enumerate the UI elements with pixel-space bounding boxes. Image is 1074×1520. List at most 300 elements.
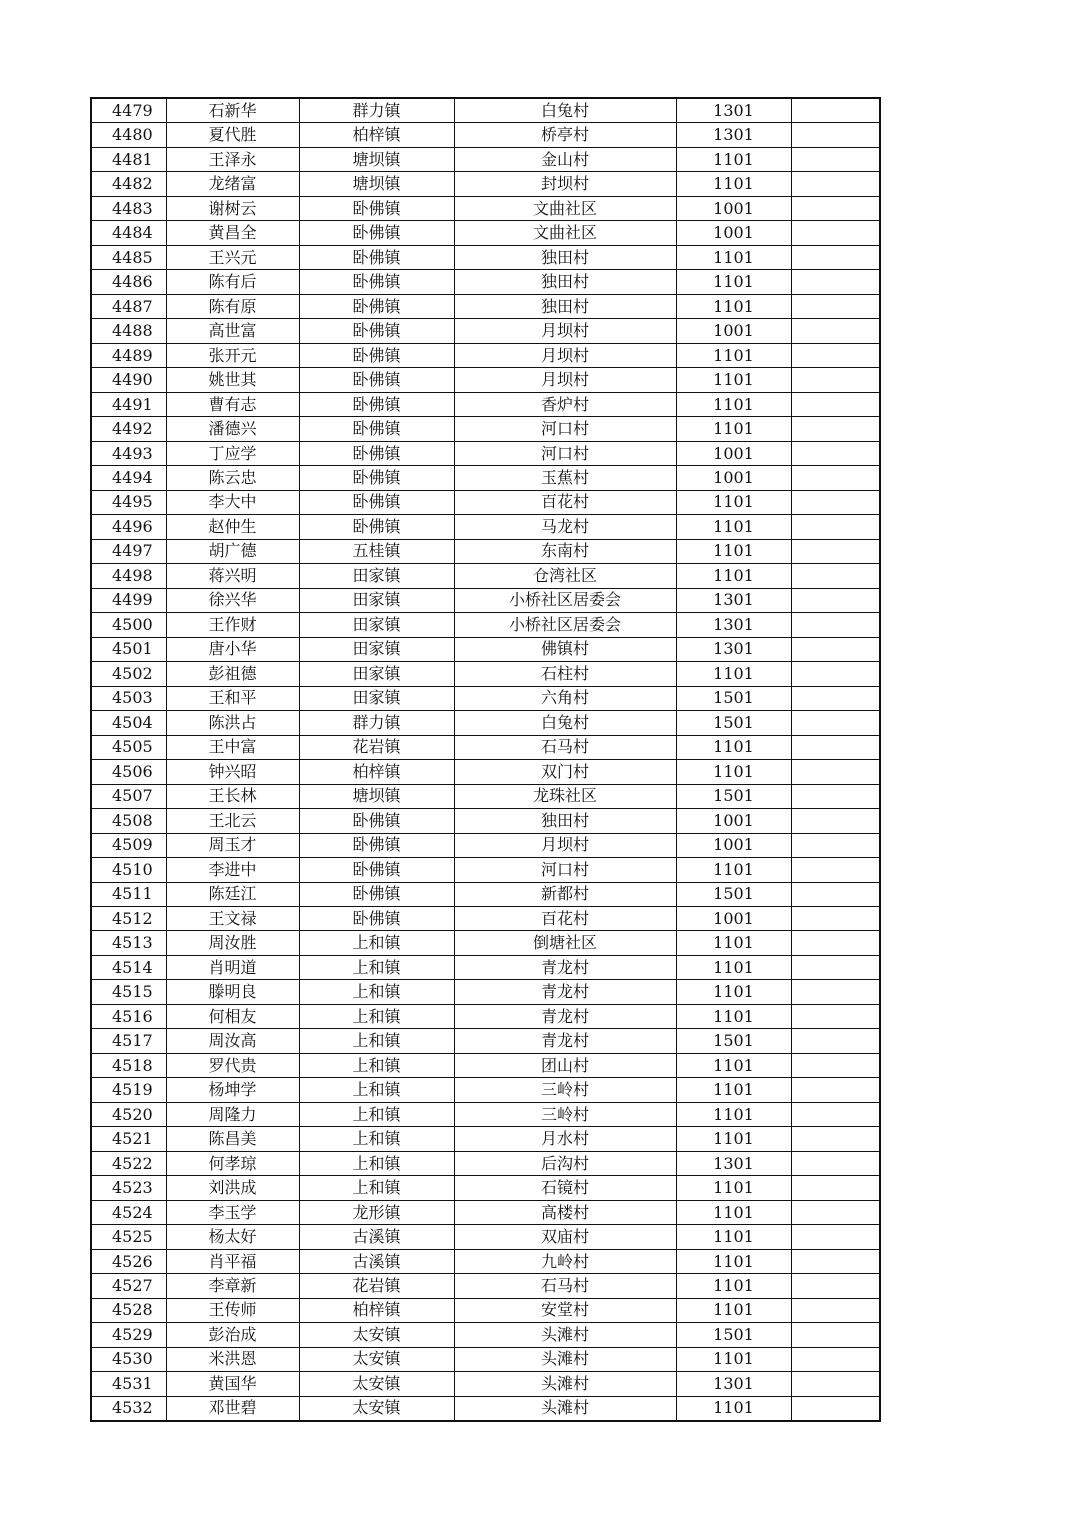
record-number-cell: 4485 (91, 245, 166, 269)
record-number-cell: 4512 (91, 906, 166, 930)
record-number-cell: 4503 (91, 686, 166, 710)
village-cell: 马龙村 (454, 515, 676, 539)
record-number-cell: 4486 (91, 270, 166, 294)
town-cell: 上和镇 (299, 1127, 454, 1151)
code-cell: 1101 (676, 1225, 791, 1249)
code-cell: 1001 (676, 833, 791, 857)
village-cell: 百花村 (454, 490, 676, 514)
record-number-cell: 4514 (91, 955, 166, 979)
remark-cell (791, 294, 880, 318)
code-cell: 1101 (676, 490, 791, 514)
record-number-cell: 4507 (91, 784, 166, 808)
village-cell: 独田村 (454, 245, 676, 269)
village-cell: 月坝村 (454, 319, 676, 343)
record-number-cell: 4527 (91, 1274, 166, 1298)
person-name-cell: 李进中 (166, 858, 299, 882)
remark-cell (791, 392, 880, 416)
record-number-cell: 4499 (91, 588, 166, 612)
code-cell: 1101 (676, 1053, 791, 1077)
record-number-cell: 4524 (91, 1200, 166, 1224)
code-cell: 1101 (676, 245, 791, 269)
town-cell: 太安镇 (299, 1347, 454, 1371)
remark-cell (791, 270, 880, 294)
code-cell: 1001 (676, 466, 791, 490)
town-cell: 上和镇 (299, 955, 454, 979)
remark-cell (791, 686, 880, 710)
remark-cell (791, 368, 880, 392)
person-name-cell: 周汝胜 (166, 931, 299, 955)
record-number-cell: 4497 (91, 539, 166, 563)
town-cell: 上和镇 (299, 1151, 454, 1175)
remark-cell (791, 441, 880, 465)
village-cell: 白兔村 (454, 711, 676, 735)
village-cell: 百花村 (454, 906, 676, 930)
village-cell: 青龙村 (454, 1004, 676, 1028)
roster-rows (91, 98, 880, 1421)
village-cell: 石马村 (454, 735, 676, 759)
table-row (91, 1127, 880, 1151)
record-number-cell: 4493 (91, 441, 166, 465)
table-row (91, 1053, 880, 1077)
table-row (91, 1372, 880, 1396)
town-cell: 上和镇 (299, 1078, 454, 1102)
record-number-cell: 4494 (91, 466, 166, 490)
town-cell: 卧佛镇 (299, 441, 454, 465)
village-cell: 头滩村 (454, 1347, 676, 1371)
person-name-cell: 赵仲生 (166, 515, 299, 539)
village-cell: 金山村 (454, 147, 676, 171)
person-name-cell: 丁应学 (166, 441, 299, 465)
table-row (91, 1323, 880, 1347)
table-row (91, 196, 880, 220)
record-number-cell: 4519 (91, 1078, 166, 1102)
person-name-cell: 潘德兴 (166, 417, 299, 441)
record-number-cell: 4498 (91, 564, 166, 588)
code-cell: 1101 (676, 172, 791, 196)
remark-cell (791, 1347, 880, 1371)
village-cell: 小桥社区居委会 (454, 613, 676, 637)
table-row (91, 980, 880, 1004)
remark-cell (791, 1225, 880, 1249)
village-cell: 青龙村 (454, 955, 676, 979)
record-number-cell: 4488 (91, 319, 166, 343)
code-cell: 1001 (676, 809, 791, 833)
table-row (91, 221, 880, 245)
remark-cell (791, 319, 880, 343)
code-cell: 1101 (676, 392, 791, 416)
person-name-cell: 王泽永 (166, 147, 299, 171)
person-name-cell: 陈云忠 (166, 466, 299, 490)
town-cell: 卧佛镇 (299, 515, 454, 539)
remark-cell (791, 515, 880, 539)
remark-cell (791, 1151, 880, 1175)
table-row (91, 1078, 880, 1102)
person-name-cell: 彭祖德 (166, 662, 299, 686)
record-number-cell: 4492 (91, 417, 166, 441)
code-cell: 1101 (676, 1176, 791, 1200)
village-cell: 白兔村 (454, 98, 676, 123)
village-cell: 双门村 (454, 760, 676, 784)
person-name-cell: 肖平福 (166, 1249, 299, 1273)
person-name-cell: 刘洪成 (166, 1176, 299, 1200)
town-cell: 卧佛镇 (299, 221, 454, 245)
table-row (91, 98, 880, 123)
town-cell: 群力镇 (299, 711, 454, 735)
record-number-cell: 4529 (91, 1323, 166, 1347)
record-number-cell: 4526 (91, 1249, 166, 1273)
remark-cell (791, 1053, 880, 1077)
village-cell: 新都村 (454, 882, 676, 906)
person-name-cell: 周隆力 (166, 1102, 299, 1126)
village-cell: 石镜村 (454, 1176, 676, 1200)
table-row (91, 1249, 880, 1273)
code-cell: 1301 (676, 98, 791, 123)
person-name-cell: 李大中 (166, 490, 299, 514)
record-number-cell: 4516 (91, 1004, 166, 1028)
code-cell: 1101 (676, 955, 791, 979)
code-cell: 1101 (676, 294, 791, 318)
record-number-cell: 4509 (91, 833, 166, 857)
table-row (91, 294, 880, 318)
village-cell: 河口村 (454, 441, 676, 465)
remark-cell (791, 147, 880, 171)
code-cell: 1301 (676, 588, 791, 612)
town-cell: 田家镇 (299, 662, 454, 686)
town-cell: 卧佛镇 (299, 319, 454, 343)
remark-cell (791, 588, 880, 612)
code-cell: 1001 (676, 319, 791, 343)
code-cell: 1001 (676, 221, 791, 245)
record-number-cell: 4520 (91, 1102, 166, 1126)
code-cell: 1101 (676, 539, 791, 563)
record-number-cell: 4500 (91, 613, 166, 637)
table-row (91, 1004, 880, 1028)
person-name-cell: 王和平 (166, 686, 299, 710)
village-cell: 文曲社区 (454, 221, 676, 245)
town-cell: 田家镇 (299, 686, 454, 710)
table-row (91, 1176, 880, 1200)
person-name-cell: 肖明道 (166, 955, 299, 979)
person-name-cell: 周玉才 (166, 833, 299, 857)
person-name-cell: 徐兴华 (166, 588, 299, 612)
remark-cell (791, 1372, 880, 1396)
record-number-cell: 4489 (91, 343, 166, 367)
remark-cell (791, 1078, 880, 1102)
table-row (91, 613, 880, 637)
town-cell: 田家镇 (299, 588, 454, 612)
person-name-cell: 李玉学 (166, 1200, 299, 1224)
remark-cell (791, 196, 880, 220)
town-cell: 塘坝镇 (299, 784, 454, 808)
town-cell: 群力镇 (299, 98, 454, 123)
code-cell: 1101 (676, 858, 791, 882)
village-cell: 香炉村 (454, 392, 676, 416)
code-cell: 1001 (676, 906, 791, 930)
code-cell: 1101 (676, 1396, 791, 1421)
record-number-cell: 4481 (91, 147, 166, 171)
remark-cell (791, 172, 880, 196)
town-cell: 太安镇 (299, 1323, 454, 1347)
table-row (91, 809, 880, 833)
table-row (91, 662, 880, 686)
code-cell: 1101 (676, 1298, 791, 1322)
village-cell: 三岭村 (454, 1078, 676, 1102)
town-cell: 龙形镇 (299, 1200, 454, 1224)
town-cell: 卧佛镇 (299, 392, 454, 416)
code-cell: 1101 (676, 1078, 791, 1102)
remark-cell (791, 1004, 880, 1028)
table-row (91, 1347, 880, 1371)
remark-cell (791, 1323, 880, 1347)
table-row (91, 588, 880, 612)
village-cell: 六角村 (454, 686, 676, 710)
table-row (91, 343, 880, 367)
code-cell: 1101 (676, 1127, 791, 1151)
remark-cell (791, 1396, 880, 1421)
remark-cell (791, 760, 880, 784)
table-row (91, 319, 880, 343)
town-cell: 卧佛镇 (299, 490, 454, 514)
person-name-cell: 陈昌美 (166, 1127, 299, 1151)
person-name-cell: 陈洪占 (166, 711, 299, 735)
town-cell: 卧佛镇 (299, 882, 454, 906)
table-row (91, 1396, 880, 1421)
record-number-cell: 4511 (91, 882, 166, 906)
remark-cell (791, 613, 880, 637)
person-name-cell: 谢树云 (166, 196, 299, 220)
person-name-cell: 王北云 (166, 809, 299, 833)
table-row (91, 1274, 880, 1298)
remark-cell (791, 1200, 880, 1224)
remark-cell (791, 882, 880, 906)
table-row (91, 417, 880, 441)
roster-table (90, 97, 881, 1422)
record-number-cell: 4505 (91, 735, 166, 759)
town-cell: 上和镇 (299, 980, 454, 1004)
town-cell: 上和镇 (299, 1029, 454, 1053)
record-number-cell: 4525 (91, 1225, 166, 1249)
remark-cell (791, 466, 880, 490)
code-cell: 1101 (676, 735, 791, 759)
table-row (91, 466, 880, 490)
record-number-cell: 4530 (91, 1347, 166, 1371)
person-name-cell: 杨太好 (166, 1225, 299, 1249)
table-row (91, 564, 880, 588)
person-name-cell: 周汝高 (166, 1029, 299, 1053)
remark-cell (791, 1029, 880, 1053)
remark-cell (791, 343, 880, 367)
record-number-cell: 4502 (91, 662, 166, 686)
person-name-cell: 杨坤学 (166, 1078, 299, 1102)
village-cell: 倒塘社区 (454, 931, 676, 955)
code-cell: 1501 (676, 686, 791, 710)
town-cell: 卧佛镇 (299, 466, 454, 490)
code-cell: 1501 (676, 711, 791, 735)
village-cell: 后沟村 (454, 1151, 676, 1175)
table-row (91, 760, 880, 784)
record-number-cell: 4522 (91, 1151, 166, 1175)
record-number-cell: 4531 (91, 1372, 166, 1396)
remark-cell (791, 784, 880, 808)
table-row (91, 833, 880, 857)
village-cell: 河口村 (454, 417, 676, 441)
remark-cell (791, 1298, 880, 1322)
town-cell: 上和镇 (299, 1176, 454, 1200)
record-number-cell: 4490 (91, 368, 166, 392)
remark-cell (791, 1176, 880, 1200)
table-row (91, 711, 880, 735)
town-cell: 卧佛镇 (299, 270, 454, 294)
person-name-cell: 陈有原 (166, 294, 299, 318)
remark-cell (791, 417, 880, 441)
remark-cell (791, 637, 880, 661)
town-cell: 上和镇 (299, 1004, 454, 1028)
person-name-cell: 王作财 (166, 613, 299, 637)
village-cell: 独田村 (454, 270, 676, 294)
person-name-cell: 邓世碧 (166, 1396, 299, 1421)
table-row (91, 686, 880, 710)
table-row (91, 1151, 880, 1175)
person-name-cell: 王兴元 (166, 245, 299, 269)
remark-cell (791, 711, 880, 735)
record-number-cell: 4504 (91, 711, 166, 735)
record-number-cell: 4501 (91, 637, 166, 661)
village-cell: 小桥社区居委会 (454, 588, 676, 612)
person-name-cell: 夏代胜 (166, 123, 299, 147)
remark-cell (791, 245, 880, 269)
village-cell: 头滩村 (454, 1323, 676, 1347)
code-cell: 1101 (676, 270, 791, 294)
record-number-cell: 4510 (91, 858, 166, 882)
table-row (91, 1102, 880, 1126)
remark-cell (791, 735, 880, 759)
village-cell: 东南村 (454, 539, 676, 563)
village-cell: 封坝村 (454, 172, 676, 196)
table-row (91, 539, 880, 563)
town-cell: 花岩镇 (299, 1274, 454, 1298)
remark-cell (791, 123, 880, 147)
record-number-cell: 4482 (91, 172, 166, 196)
code-cell: 1001 (676, 441, 791, 465)
village-cell: 月坝村 (454, 368, 676, 392)
remark-cell (791, 1102, 880, 1126)
remark-cell (791, 539, 880, 563)
person-name-cell: 唐小华 (166, 637, 299, 661)
record-number-cell: 4515 (91, 980, 166, 1004)
town-cell: 卧佛镇 (299, 809, 454, 833)
record-number-cell: 4523 (91, 1176, 166, 1200)
record-number-cell: 4480 (91, 123, 166, 147)
person-name-cell: 何孝琼 (166, 1151, 299, 1175)
table-row (91, 784, 880, 808)
person-name-cell: 王传师 (166, 1298, 299, 1322)
person-name-cell: 张开元 (166, 343, 299, 367)
town-cell: 上和镇 (299, 1053, 454, 1077)
table-row (91, 515, 880, 539)
town-cell: 柏梓镇 (299, 123, 454, 147)
town-cell: 卧佛镇 (299, 368, 454, 392)
remark-cell (791, 564, 880, 588)
village-cell: 头滩村 (454, 1396, 676, 1421)
town-cell: 卧佛镇 (299, 858, 454, 882)
village-cell: 石柱村 (454, 662, 676, 686)
village-cell: 双庙村 (454, 1225, 676, 1249)
town-cell: 卧佛镇 (299, 196, 454, 220)
person-name-cell: 陈有后 (166, 270, 299, 294)
town-cell: 花岩镇 (299, 735, 454, 759)
town-cell: 塘坝镇 (299, 172, 454, 196)
code-cell: 1101 (676, 343, 791, 367)
town-cell: 卧佛镇 (299, 294, 454, 318)
table-row (91, 270, 880, 294)
code-cell: 1501 (676, 1029, 791, 1053)
village-cell: 青龙村 (454, 1029, 676, 1053)
village-cell: 独田村 (454, 294, 676, 318)
code-cell: 1101 (676, 1347, 791, 1371)
record-number-cell: 4518 (91, 1053, 166, 1077)
code-cell: 1101 (676, 1102, 791, 1126)
person-name-cell: 黄昌全 (166, 221, 299, 245)
town-cell: 卧佛镇 (299, 417, 454, 441)
code-cell: 1101 (676, 1249, 791, 1273)
person-name-cell: 蒋兴明 (166, 564, 299, 588)
person-name-cell: 陈廷江 (166, 882, 299, 906)
town-cell: 田家镇 (299, 637, 454, 661)
village-cell: 龙珠社区 (454, 784, 676, 808)
person-name-cell: 滕明良 (166, 980, 299, 1004)
village-cell: 月坝村 (454, 833, 676, 857)
table-row (91, 637, 880, 661)
code-cell: 1301 (676, 613, 791, 637)
town-cell: 上和镇 (299, 1102, 454, 1126)
town-cell: 柏梓镇 (299, 760, 454, 784)
table-row (91, 147, 880, 171)
table-row (91, 1298, 880, 1322)
record-number-cell: 4487 (91, 294, 166, 318)
remark-cell (791, 1127, 880, 1151)
code-cell: 1101 (676, 417, 791, 441)
person-name-cell: 罗代贵 (166, 1053, 299, 1077)
table-row (91, 441, 880, 465)
village-cell: 仓湾社区 (454, 564, 676, 588)
village-cell: 青龙村 (454, 980, 676, 1004)
table-row (91, 123, 880, 147)
table-row (91, 172, 880, 196)
code-cell: 1101 (676, 515, 791, 539)
record-number-cell: 4521 (91, 1127, 166, 1151)
remark-cell (791, 662, 880, 686)
record-number-cell: 4532 (91, 1396, 166, 1421)
table-row (91, 955, 880, 979)
person-name-cell: 胡广德 (166, 539, 299, 563)
code-cell: 1101 (676, 980, 791, 1004)
person-name-cell: 龙绪富 (166, 172, 299, 196)
code-cell: 1101 (676, 1274, 791, 1298)
table-row (91, 1225, 880, 1249)
village-cell: 高楼村 (454, 1200, 676, 1224)
code-cell: 1301 (676, 1372, 791, 1396)
remark-cell (791, 809, 880, 833)
table-row (91, 490, 880, 514)
table-row (91, 1029, 880, 1053)
code-cell: 1301 (676, 1151, 791, 1175)
person-name-cell: 姚世其 (166, 368, 299, 392)
town-cell: 古溪镇 (299, 1249, 454, 1273)
code-cell: 1101 (676, 147, 791, 171)
town-cell: 柏梓镇 (299, 1298, 454, 1322)
town-cell: 太安镇 (299, 1396, 454, 1421)
code-cell: 1101 (676, 368, 791, 392)
